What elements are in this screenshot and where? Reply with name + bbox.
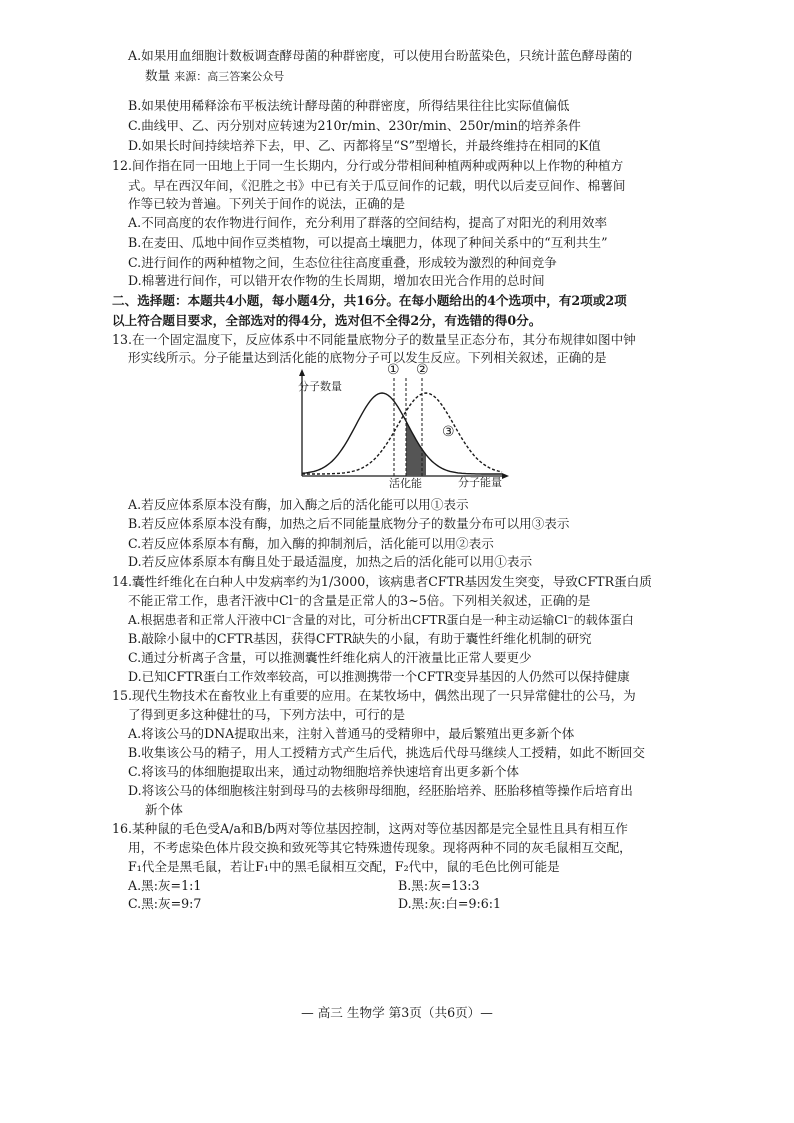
q11-option-a-cont: 数量 来源：高三答案公众号 [145, 68, 285, 83]
q13-stem-2: 形实线所示。分子能量达到活化能的底物分子可以发生反应。下列相关叙述，正确的是 [128, 350, 607, 365]
activation-energy-label: 活化能 [389, 477, 422, 488]
label-2: ② [416, 362, 429, 378]
section-2-heading-2: 以上符合题目要求，全部选对的得4分，选对但不全得2分，有选错的得0分。 [112, 313, 542, 328]
source-note: 来源：高三答案公众号 [174, 70, 285, 83]
q12-option-c: C.进行间作的两种植物之间，生态位往往高度重叠，形成较为激烈的种间竞争 [128, 255, 557, 270]
q14-stem-2: 不能正常工作，患者汗液中Cl⁻的含量是正常人的3~5倍。下列相关叙述，正确的是 [128, 593, 591, 608]
q13-option-d: D.若反应体系原本有酶且处于最适温度，加热之后的活化能可以用①表示 [128, 554, 533, 569]
q15-option-c: C.将该马的体细胞提取出来，通过动物细胞培养快速培育出更多新个体 [128, 764, 520, 779]
q16-stem: 16.某种鼠的毛色受A/a和B/b两对等位基因控制，这两对等位基因都是完全显性且具有相互作 [112, 821, 628, 836]
q16-stem-3: F₁代全是黑毛鼠，若让F₁中的黑毛鼠相互交配，F₂代中，鼠的毛色比例可能是 [128, 859, 560, 874]
q15-option-a: A.将该公马的DNA提取出来，注射入普通马的受精卵中，最后繁殖出更多新个体 [128, 726, 575, 741]
x-axis-arrow [502, 473, 509, 479]
y-axis-arrow [299, 369, 305, 376]
q16-stem-2: 用，不考虑染色体片段交换和致死等其它特殊遗传现象。现将两种不同的灰毛鼠相互交配， [128, 840, 632, 855]
q13-option-a: A.若反应体系原本没有酶，加入酶之后的活化能可以用①表示 [128, 497, 469, 512]
q13-option-b: B.若反应体系原本没有酶，加热之后不同能量底物分子的数量分布可以用③表示 [128, 516, 570, 531]
q14-stem: 14.囊性纤维化在白种人中发病率约为1/3000，该病患者CFTR基因发生突变，导致CFTR蛋白质 [112, 574, 652, 589]
shaded-reacting-molecules [406, 421, 426, 476]
y-axis-label: 分子数量 [298, 380, 342, 393]
q15-option-d-cont: 新个体 [145, 802, 183, 817]
q11-option-a: A.如果用血细胞计数板调查酵母菌的种群密度，可以使用台盼蓝染色，只统计蓝色酵母菌的 [128, 48, 633, 63]
q14-option-d: D.已知CFTR蛋白工作效率较高，可以推测携带一个CFTR变异基因的人仍然可以保持健康 [128, 669, 630, 684]
label-3: ③ [442, 424, 455, 440]
q12-stem-2: 式。早在西汉年间，《氾胜之书》中已有关于瓜豆间作的记载，明代以后麦豆间作、棉薯间 [128, 178, 626, 193]
q13-stem: 13.在一个固定温度下，反应体系中不同能量底物分子的数量呈正态分布，其分布规律如图中钟 [112, 332, 636, 347]
q13-option-c: C.若反应体系原本有酶，加入酶的抑制剂后，活化能可以用②表示 [128, 536, 494, 551]
q14-option-b: B.敲除小鼠中的CFTR基因，获得CFTR缺失的小鼠，有助于囊性纤维化机制的研究 [128, 631, 592, 646]
q11-option-d: D.如果长时间持续培养下去，甲、乙、丙都将呈“S”型增长，并最终维持在相同的K值 [128, 138, 601, 153]
q15-stem: 15.现代生物技术在畜牧业上有重要的应用。在某牧场中，偶然出现了一只异常健壮的公马，为 [112, 688, 636, 703]
q16-option-a: A.黑:灰=1:1 [128, 878, 202, 893]
q16-option-d: D.黑:灰:白=9:6:1 [398, 896, 501, 911]
q12-stem: 12.间作指在同一田地上于同一生长期内，分行或分带相间种植两种或两种以上作物的种植方 [112, 158, 624, 173]
q16-option-b: B.黑:灰=13:3 [398, 878, 480, 893]
q12-stem-3: 作等已较为普遍。下列关于间作的说法，正确的是 [128, 196, 406, 211]
x-axis-label: 分子能量 [458, 476, 502, 488]
solid-bell-curve [302, 393, 502, 474]
q12-option-a: A.不同高度的农作物进行间作，充分利用了群落的空间结构，提高了对阳光的利用效率 [128, 215, 608, 230]
q14-option-a: A.根据患者和正常人汗液中Cl⁻含量的对比，可分析出CFTR蛋白是一种主动运输Cl⁻的载体蛋白 [128, 613, 634, 627]
q16-option-c: C.黑:灰=9:7 [128, 896, 202, 911]
page-footer: — 高三 生物学 第3页（共6页）— [301, 1005, 493, 1020]
label-1: ① [387, 362, 400, 378]
energy-distribution-chart [286, 358, 518, 488]
q11-option-c: C.曲线甲、乙、丙分别对应转速为210r/min、230r/min、250r/min的培养条件 [128, 118, 581, 133]
q14-option-c: C.通过分析离子含量，可以推测囊性纤维化病人的汗液量比正常人要更少 [128, 650, 532, 665]
q15-option-b: B.收集该公马的精子，用人工授精方式产生后代，挑选后代母马继续人工授精，如此不断回交 [128, 745, 646, 760]
q15-option-d: D.将该公马的体细胞核注射到母马的去核卵母细胞，经胚胎培养、胚胎移植等操作后培育出 [128, 783, 633, 798]
q11-option-b: B.如果使用稀释涂布平板法统计酵母菌的种群密度，所得结果往往比实际值偏低 [128, 98, 570, 113]
q12-option-d: D.棉薯进行间作，可以错开农作物的生长周期，增加农田光合作用的总时间 [128, 273, 545, 288]
q12-option-b: B.在麦田、瓜地中间作豆类植物，可以提高土壤肥力，体现了种间关系中的“互利共生” [128, 235, 608, 250]
q15-stem-2: 了得到更多这种健壮的马，下列方法中，可行的是 [128, 707, 406, 722]
section-2-heading: 二、选择题：本题共4小题，每小题4分，共16分。在每小题给出的4个选项中，有2项或2项 [112, 293, 627, 308]
